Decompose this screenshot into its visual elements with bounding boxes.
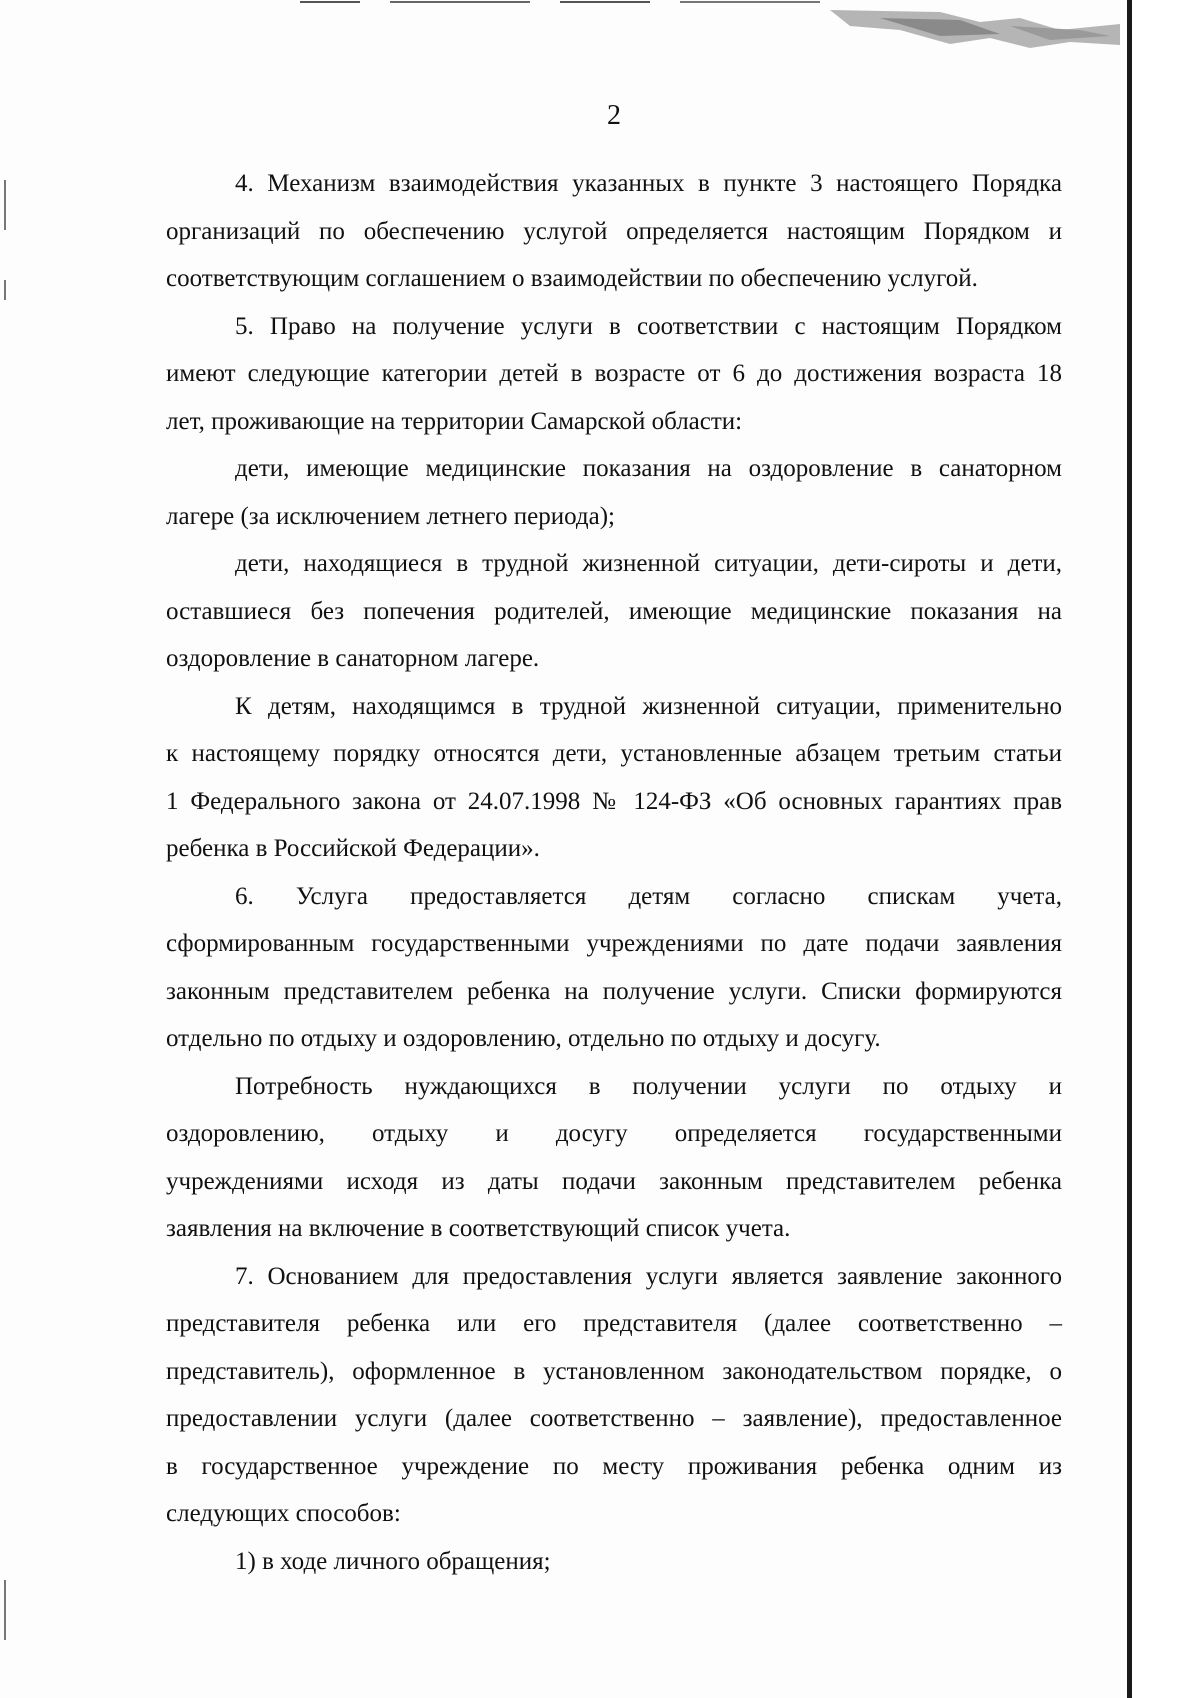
scan-mark-left — [4, 1580, 6, 1640]
text-line: дети, имеющие медицинские показания на оздоровление в санаторном — [235, 455, 1062, 482]
text-line: организаций по обеспечению услугой определяется настоящим Порядком и — [166, 217, 1062, 245]
scan-artifact-smudge — [820, 0, 1130, 55]
text-line: заявления на включение в соответствующий список учета. — [166, 1215, 791, 1242]
text-line: представителя ребенка или его представителя (далее соответственно – — [166, 1310, 1062, 1337]
text-line: учреждениями исходя из даты подачи законным представителем ребенка — [166, 1167, 1062, 1195]
text-line: предоставлении услуги (далее соответственно – заявление), предоставленное — [166, 1405, 1062, 1432]
text-line: 6. Услуга предоставляется детям согласно спискам учета, — [235, 882, 1062, 910]
scan-margin-right — [1132, 0, 1200, 1698]
text-line: сформированным государственными учреждениями по дате подачи заявления — [166, 930, 1062, 957]
text-line: лет, проживающие на территории Самарской области: — [166, 407, 743, 435]
text-line: 4. Механизм взаимодействия указанных в пункте 3 настоящего Порядка — [235, 170, 1062, 197]
text-line: ребенка в Российской Федерации». — [166, 835, 540, 862]
text-line: законным представителем ребенка на получение услуги. Списки формируются — [166, 977, 1062, 1005]
document-body — [166, 160, 1062, 1585]
text-line: лагере (за исключением летнего периода); — [166, 502, 615, 530]
scan-mark-left — [4, 180, 6, 230]
text-line: следующих способов: — [166, 1500, 401, 1527]
text-line: оздоровлению, отдыху и досугу определяется государственными — [166, 1120, 1062, 1147]
text-line: дети, находящиеся в трудной жизненной ситуации, дети-сироты и дети, — [235, 550, 1062, 577]
text-line: К детям, находящимся в трудной жизненной ситуации, применительно — [235, 692, 1062, 720]
text-line: к настоящему порядку относятся дети, установленные абзацем третьим статьи — [166, 740, 1062, 767]
text-line: оздоровление в санаторном лагере. — [166, 645, 540, 672]
page-number: 2 — [607, 100, 621, 131]
text-line: оставшиеся без попечения родителей, имеющие медицинские показания на — [166, 597, 1062, 625]
text-line: 1 Федерального закона от 24.07.1998 № 124-ФЗ «Об основных гарантиях прав — [166, 787, 1062, 815]
text-line: соответствующим соглашением о взаимодействии по обеспечению услугой. — [166, 265, 978, 292]
text-line: отдельно по отдыху и оздоровлению, отдельно по отдыху и досугу. — [166, 1025, 881, 1052]
text-line: представитель), оформленное в установленном законодательством порядке, о — [166, 1357, 1062, 1385]
scan-mark-left — [4, 280, 6, 300]
text-line: 5. Право на получение услуги в соответствии с настоящим Порядком — [235, 312, 1062, 340]
text-line: в государственное учреждение по месту проживания ребенка одним из — [166, 1452, 1062, 1480]
scan-artifact-top-line — [300, 0, 820, 4]
text-line: 7. Основанием для предоставления услуги является заявление законного — [235, 1262, 1062, 1290]
text-line: 1) в ходе личного обращения; — [235, 1547, 551, 1575]
text-line: Потребность нуждающихся в получении услуги по отдыху и — [235, 1072, 1062, 1100]
text-line: имеют следующие категории детей в возрасте от 6 до достижения возраста 18 — [166, 360, 1062, 387]
